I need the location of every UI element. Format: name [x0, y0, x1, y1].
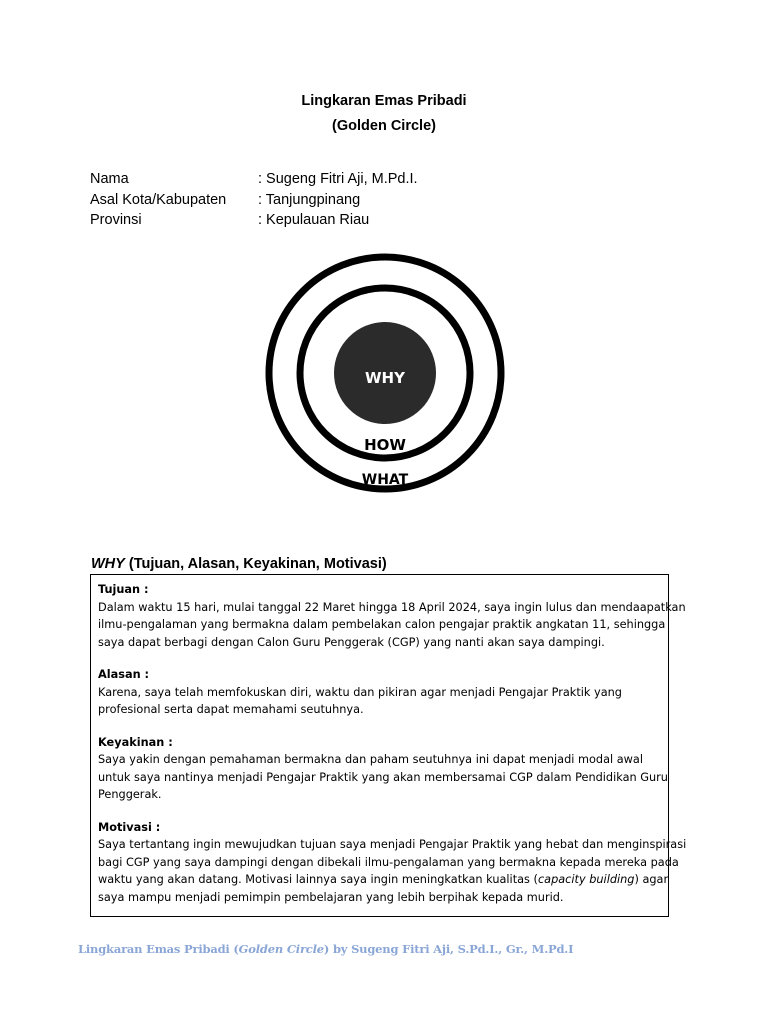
footer-caption: [78, 942, 573, 956]
paragraph-line: saya mampu menjadi pemimpin pembelajaran yang lebih berpihak kepada murid.: [98, 890, 564, 904]
info-value: : Tanjungpinang: [258, 191, 361, 208]
info-value: : Kepulauan Riau: [258, 212, 370, 228]
section-label: Keyakinan :: [98, 735, 173, 749]
paragraph-line: saya dapat berbagi dengan Calon Guru Penggerak (CGP) yang nanti akan saya dampingi.: [98, 635, 605, 649]
why-content-box: [90, 574, 687, 917]
paragraph-line: bagi CGP yang saya dampingi dengan dibekali ilmu-pengalaman yang bermakna kepada mereka pada: [98, 855, 679, 869]
info-label: Asal Kota/Kabupaten: [90, 191, 227, 208]
document-subtitle: (Golden Circle): [332, 118, 436, 134]
section-motivasi: [98, 819, 687, 907]
how-label: HOW: [364, 436, 406, 454]
document-title: Lingkaran Emas Pribadi: [301, 93, 467, 109]
paragraph-line: Saya yakin dengan pemahaman bermakna dan paham seutuhnya ini dapat menjadi modal awal: [98, 753, 643, 766]
footer-emphasis: Golden Circle: [238, 942, 324, 956]
info-value: : Sugeng Fitri Aji, M.Pd.I.: [258, 171, 418, 187]
footer-text: ) by Sugeng Fitri Aji, S.Pd.I., Gr., M.Pd.I: [323, 942, 574, 956]
what-label: WHAT: [361, 472, 409, 488]
footer-text: Lingkaran Emas Pribadi (: [78, 942, 239, 956]
paragraph-line: Karena, saya telah memfokuskan diri, waktu dan pikiran agar menjadi Pengajar Praktik yang: [98, 685, 622, 699]
section-alasan: [98, 666, 668, 719]
golden-circle-diagram: [262, 250, 508, 496]
paragraph-line: profesional serta dapat memahami seutuhnya.: [98, 703, 364, 716]
paragraph-line: untuk saya nantinya menjadi Pengajar Praktik yang akan membersamai CGP dalam Pendidikan Guru: [98, 770, 668, 784]
paragraph-text: ) agar: [634, 873, 669, 886]
paragraph-line: [98, 871, 668, 889]
section-label: Motivasi :: [98, 820, 161, 834]
section-label: Tujuan :: [98, 583, 149, 596]
info-row-provinsi: [90, 210, 418, 231]
why-heading-text: (Tujuan, Alasan, Keyakinan, Motivasi): [124, 556, 387, 572]
info-label: Nama: [90, 171, 129, 187]
why-heading-emphasis: WHY: [91, 556, 125, 572]
emphasis-text: capacity building: [537, 873, 635, 886]
identity-block: [90, 169, 418, 231]
paragraph-text: waktu yang akan datang. Motivasi lainnya saya ingin meningkatkan kualitas (: [98, 873, 538, 886]
why-section-heading: [91, 556, 387, 572]
paragraph-line: Penggerak.: [98, 788, 162, 801]
section-tujuan: [98, 581, 686, 651]
paragraph-line: Dalam waktu 15 hari, mulai tanggal 22 Maret hingga 18 April 2024, saya ingin lulus dan mendaapatkan: [98, 600, 686, 614]
info-row-nama: [90, 169, 418, 190]
section-label: Alasan :: [98, 668, 150, 681]
info-label: Provinsi: [90, 212, 142, 228]
paragraph-line: ilmu-pengalaman yang bermakna dalam pembelakan calon pengajar praktik angkatan 11, sehingga: [98, 618, 666, 631]
why-label: WHY: [365, 369, 405, 387]
section-keyakinan: [98, 734, 668, 804]
info-row-kota: [90, 190, 418, 211]
paragraph-line: Saya tertantang ingin mewujudkan tujuan saya menjadi Pengajar Praktik yang hebat dan menginspirasi: [98, 838, 687, 851]
